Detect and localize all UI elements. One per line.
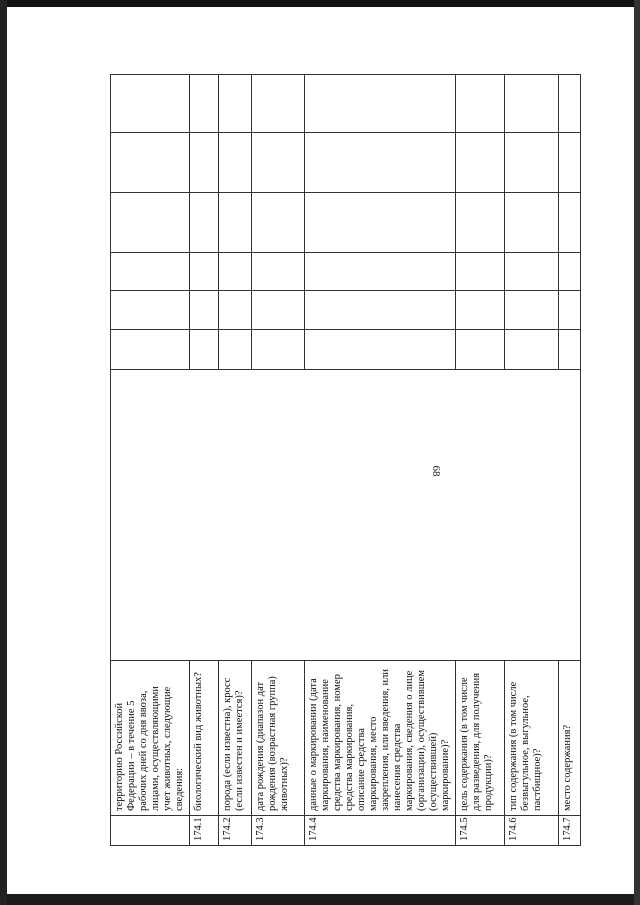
- empty-cell: [505, 253, 559, 291]
- empty-cell: [252, 253, 305, 291]
- empty-cell: [305, 133, 456, 193]
- checklist-table: [110, 74, 581, 846]
- empty-cell: [559, 133, 581, 193]
- checklist-table-container: [110, 75, 573, 846]
- empty-cell: [305, 330, 456, 370]
- empty-cell: [219, 291, 252, 330]
- empty-cell: [190, 75, 219, 133]
- empty-cell: [456, 253, 505, 291]
- scan-edge-top: [0, 0, 640, 7]
- item-number: [111, 816, 190, 846]
- empty-cell: [190, 193, 219, 253]
- empty-cell: [305, 291, 456, 330]
- empty-cell: [190, 253, 219, 291]
- item-number: 174.4: [305, 816, 456, 846]
- empty-cell: [190, 330, 219, 370]
- item-question: цель содержания (в том числе для разведения, для получения продукции)?: [456, 661, 505, 816]
- empty-cell: [559, 75, 581, 133]
- table-row: [111, 75, 190, 846]
- item-number: 174.3: [252, 816, 305, 846]
- item-question: дата рождения (диапазон дат рождения (возрастная группа) животных)?: [252, 661, 305, 816]
- empty-cell: [456, 75, 505, 133]
- empty-cell: [219, 253, 252, 291]
- item-question: данные о маркировании (дата маркирования, наименование средства маркирования, номер средства маркирования, описание средства маркирования, место закрепления, или введения, или нанесения средства маркирования, сведения о лице (организации), осуществившем (осуществившей) маркирование)?: [305, 661, 456, 816]
- item-number: 174.2: [219, 816, 252, 846]
- empty-cell: [252, 193, 305, 253]
- empty-cell: [219, 193, 252, 253]
- item-question: порода (если известна), кросс (если известен и имеется)?: [219, 661, 252, 816]
- empty-cell: [505, 330, 559, 370]
- empty-cell: [219, 75, 252, 133]
- empty-cell: [111, 75, 190, 133]
- empty-cell: [505, 291, 559, 330]
- empty-cell: [305, 75, 456, 133]
- empty-cell: [505, 133, 559, 193]
- empty-cell: [190, 133, 219, 193]
- empty-cell: [456, 133, 505, 193]
- item-number: 174.1: [190, 816, 219, 846]
- empty-cell: [559, 291, 581, 330]
- empty-cell: [219, 133, 252, 193]
- empty-cell: [505, 75, 559, 133]
- empty-cell: [111, 330, 190, 370]
- empty-cell: [305, 193, 456, 253]
- item-number: 174.5: [456, 816, 505, 846]
- empty-cell: [252, 133, 305, 193]
- empty-cell: [559, 330, 581, 370]
- merged-empty-cell: [111, 370, 581, 661]
- empty-cell: [111, 291, 190, 330]
- empty-cell: [559, 253, 581, 291]
- empty-cell: [252, 291, 305, 330]
- empty-cell: [252, 330, 305, 370]
- empty-cell: [559, 193, 581, 253]
- item-question: биологический вид животных?: [190, 661, 219, 816]
- item-question: территорию Российской Федерации – в течение 5 рабочих дней со дня ввоза, лицами, осуществляющими учет животных, следующие сведения:: [111, 661, 190, 816]
- empty-cell: [305, 253, 456, 291]
- empty-cell: [219, 330, 252, 370]
- scan-edge-bottom: [0, 894, 640, 905]
- empty-cell: [505, 193, 559, 253]
- scan-edge-right: [634, 0, 640, 905]
- empty-cell: [456, 330, 505, 370]
- empty-cell: [456, 193, 505, 253]
- empty-cell: [111, 193, 190, 253]
- empty-cell: [190, 291, 219, 330]
- scan-edge-left: [0, 0, 7, 905]
- empty-cell: [111, 133, 190, 193]
- empty-cell: [111, 253, 190, 291]
- item-number: 174.6: [505, 816, 559, 846]
- item-question: тип содержания (в том числе безвыгульное, выгульное, пастбищное)?: [505, 661, 559, 816]
- item-question: место содержания?: [559, 661, 581, 816]
- empty-cell: [456, 291, 505, 330]
- empty-cell: [252, 75, 305, 133]
- page-number: 68: [430, 465, 442, 477]
- item-number: 174.7: [559, 816, 581, 846]
